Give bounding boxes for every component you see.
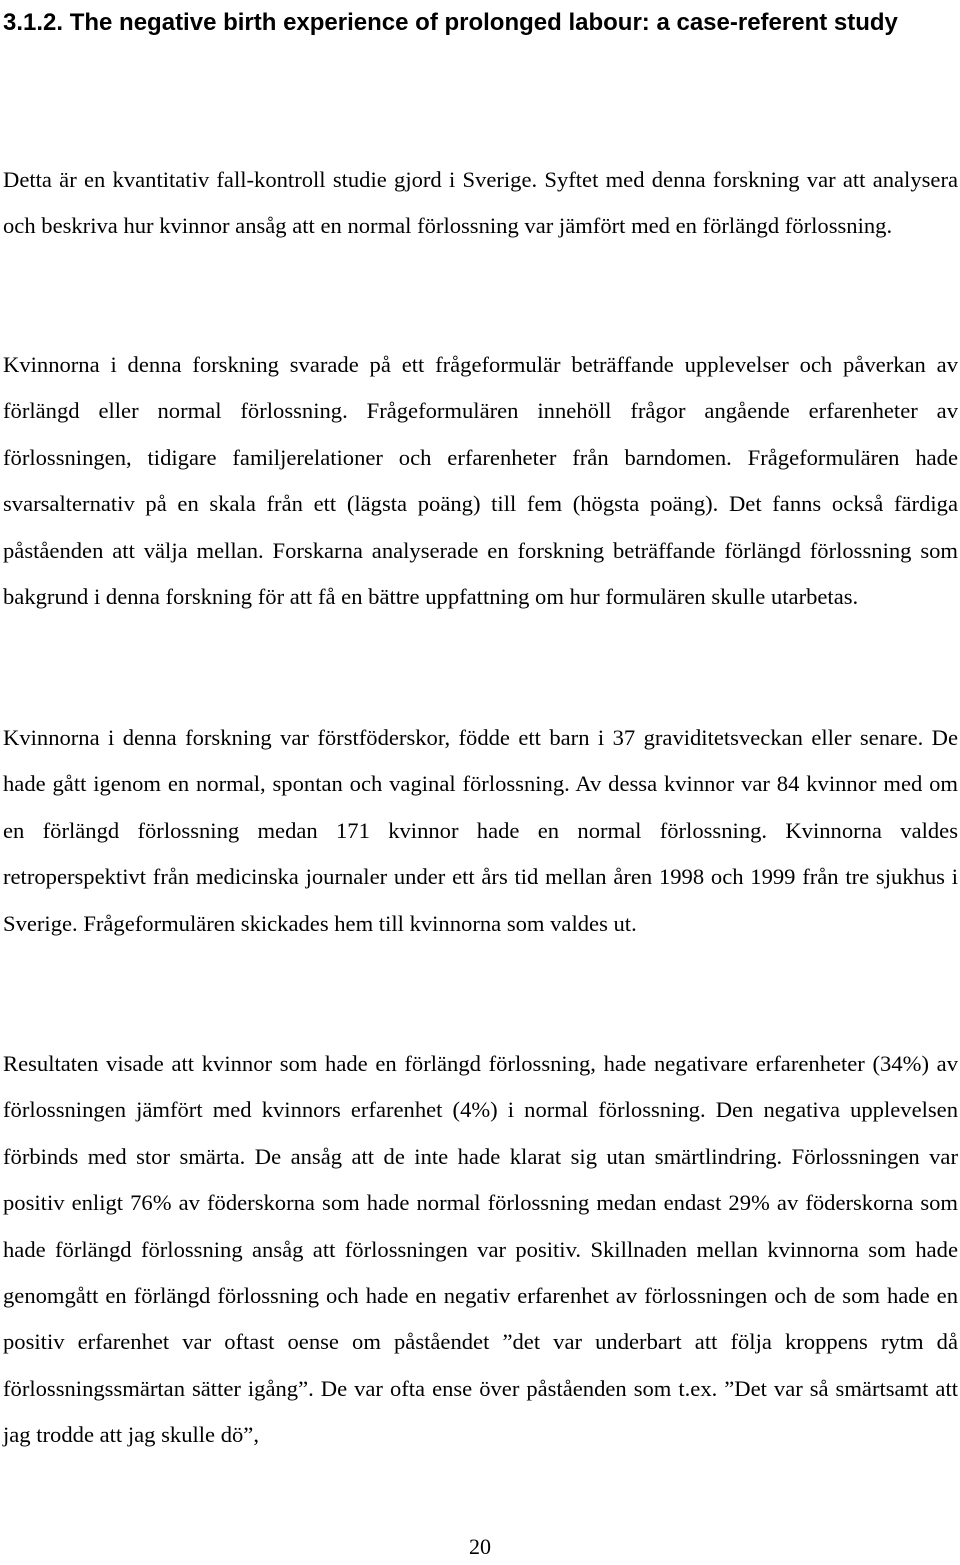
paragraph-study-description: Detta är en kvantitativ fall-kontroll studie gjord i Sverige. Syftet med denna forskning var att analysera och beskriva hur kvinnor ansåg att en normal förlossning var jämfört med en förlängd förlossning. [3, 167, 958, 239]
paragraph-questionnaire: Kvinnorna i denna forskning svarade på ett frågeformulär beträffande upplevelser och påverkan av förlängd eller normal förlossning. Frågeformulären innehöll frågor angående erfarenheter av förlossningen, tidigare familjerelationer och erfarenheter från barndomen. Frågeformulären hade svarsalternativ på en skala från ett (lägsta poäng) till fem (högsta poäng). Det fanns också färdiga påståenden att välja mellan. Forskarna analyserade en forskning beträffande förlängd förlossning som bakgrund i denna forskning för att få en bättre uppfattning om hur formulären skulle utarbetas. [3, 352, 958, 610]
paragraph-participants: Kvinnorna i denna forskning var förstföderskor, födde ett barn i 37 graviditetsveckan eller senare. De hade gått igenom en normal, spontan och vaginal förlossning. Av dessa kvinnor var 84 kvinnor med om en förlängd förlossning medan 171 kvinnor hade en normal förlossning. Kvinnorna valdes retroperspektivt från medicinska journaler under ett års tid mellan åren 1998 och 1999 från tre sjukhus i Sverige. Frågeformulären skickades hem till kvinnorna som valdes ut. [3, 725, 958, 936]
page-number: 20 [469, 1534, 491, 1559]
paragraph-results: Resultaten visade att kvinnor som hade en förlängd förlossning, hade negativare erfarenheter (34%) av förlossningen jämfört med kvinnors erfarenhet (4%) i normal förlossning. Den negativa upplevelsen förbinds med stor smärta. De ansåg att de inte hade klarat sig utan smärtlindring. Förlossningen var positiv enligt 76% av föderskorna som hade normal förlossning medan endast 29% av föderskorna som hade förlängd förlossning ansåg att förlossningen var positiv. Skillnaden mellan kvinnorna som hade genomgått en förlängd förlossning och hade en negativ erfarenhet av förlossningen och de som hade en positiv erfarenhet var oftast oense om påståendet ”det var underbart att följa kroppens rytm då förlossningssmärtan sätter igång”. De var ofta ense över påståenden som t.ex. ”Det var så smärtsamt att jag trodde att jag skulle dö”, [3, 1051, 958, 1448]
section-heading: 3.1.2. The negative birth experience of prolonged labour: a case-referent study [3, 9, 898, 36]
